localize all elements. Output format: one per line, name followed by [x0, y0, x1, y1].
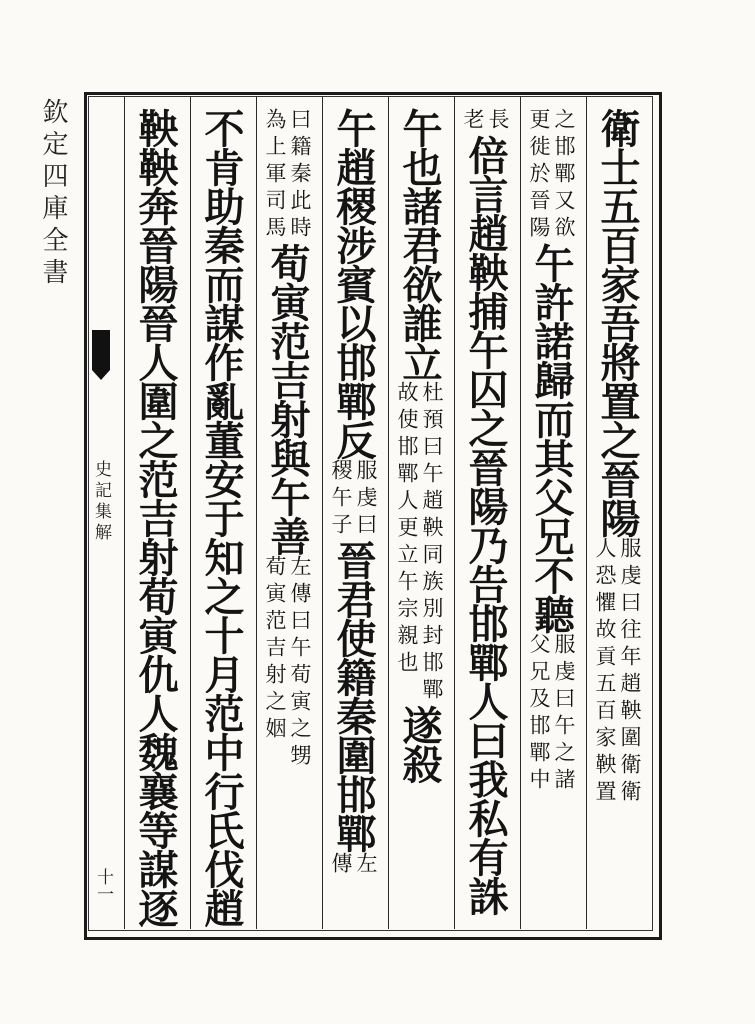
column-rule	[586, 96, 587, 929]
annotation-pair	[330, 852, 376, 879]
annotation-left: 荀寅范吉射之姻	[263, 555, 287, 744]
text-column	[126, 108, 184, 927]
text-column	[390, 108, 448, 918]
annotation-left: 父兄及邯鄲中	[527, 633, 551, 795]
main-text: 倍言趙鞅捕午囚之晉陽乃告邯鄲人曰我私有誅	[462, 135, 509, 915]
annotation-pair	[396, 381, 442, 705]
text-column	[456, 108, 514, 918]
annotation-right: 之邯鄲又欲	[552, 108, 576, 243]
annotation-left: 老	[461, 108, 485, 135]
column-rule	[454, 96, 455, 929]
annotation-left: 稷午子	[329, 459, 353, 540]
folio-number: 十一	[93, 868, 113, 902]
text-column	[588, 108, 646, 918]
main-text: 遂殺	[396, 705, 443, 783]
annotation-right: 長	[486, 108, 510, 135]
block-title: 欽定四庫全書	[38, 98, 68, 290]
column-rule	[322, 96, 323, 929]
column-rule	[388, 96, 389, 929]
annotation-right: 杜預曰午趙鞅同族別封邯鄲	[420, 381, 444, 705]
annotation-pair	[330, 459, 376, 540]
column-rule	[190, 96, 191, 929]
column-rule	[124, 96, 125, 929]
annotation-right: 服虔曰往年趙鞅圍衛衛	[618, 537, 642, 807]
column-rule	[256, 96, 257, 929]
main-text: 午許諾歸而其父兄不聽	[528, 243, 575, 633]
column-rule	[520, 96, 521, 929]
annotation-right: 曰籍秦此時	[288, 108, 312, 243]
main-text: 荀寅范吉射與午善	[264, 243, 311, 555]
text-column	[522, 108, 580, 918]
main-text: 衛士五百家吾將置之晉陽	[594, 108, 641, 537]
main-text: 晉君使籍秦圍邯鄲	[330, 540, 377, 852]
annotation-right: 左傳曰午荀寅之甥	[288, 555, 312, 771]
book-name: 史記集解	[91, 460, 111, 544]
main-text: 不肯助秦而謀作亂董安于知之十月范中行氏伐趙	[198, 108, 245, 927]
main-text: 鞅鞅奔晉陽晉人圍之范吉射荀寅仇人魏襄等謀逐	[132, 108, 179, 927]
annotation-pair	[462, 108, 508, 135]
annotation-pair	[264, 555, 310, 771]
annotation-pair	[264, 108, 310, 243]
annotation-right: 左	[354, 852, 378, 879]
text-column	[324, 108, 382, 918]
annotation-right: 服虔曰午之諸	[552, 633, 576, 795]
annotation-left: 人恐懼故貢五百家鞅置	[593, 537, 617, 807]
annotation-pair	[528, 108, 574, 243]
annotation-right: 服虔曰	[354, 459, 378, 540]
annotation-left: 故使邯鄲人更立午宗親也	[395, 381, 419, 678]
annotation-left: 為上軍司馬	[263, 108, 287, 243]
text-column	[258, 108, 316, 918]
annotation-left: 傳	[329, 852, 353, 879]
annotation-pair	[528, 633, 574, 795]
annotation-pair	[594, 537, 640, 807]
fish-tail-mark	[92, 330, 110, 370]
main-text: 午也諸君欲誰立	[396, 108, 443, 381]
text-column	[192, 108, 250, 927]
annotation-left: 更徙於晉陽	[527, 108, 551, 243]
main-text: 午趙稷涉賓以邯鄲反	[330, 108, 377, 459]
